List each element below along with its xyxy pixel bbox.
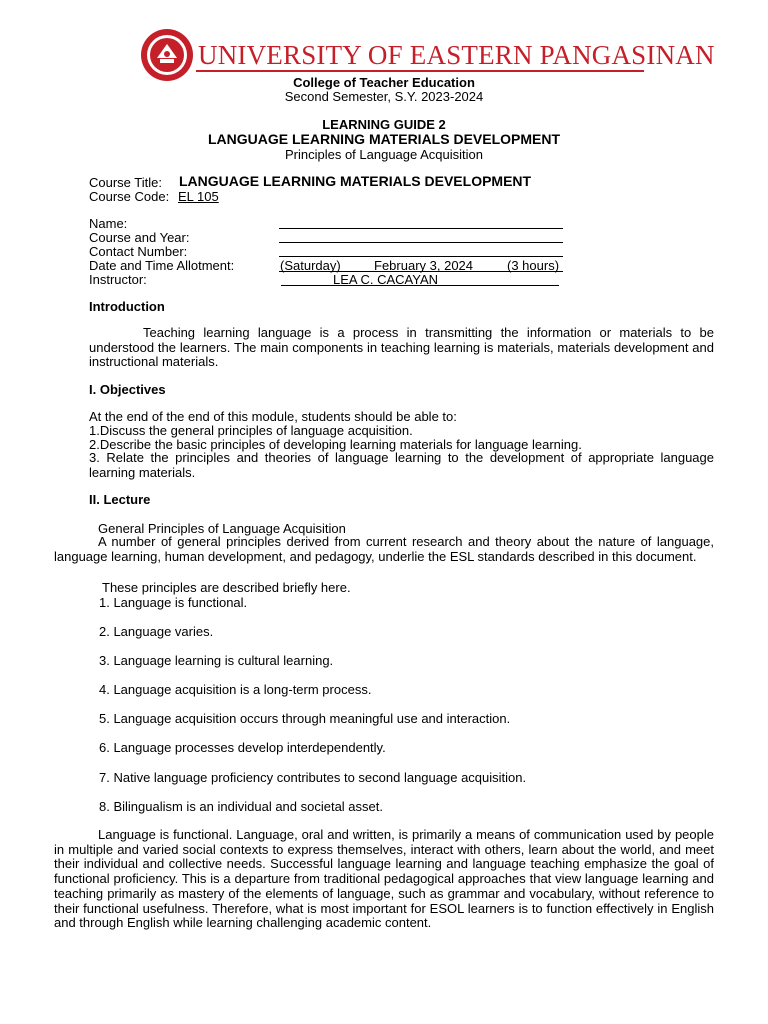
university-logo (140, 28, 194, 82)
subject-title: LANGUAGE LEARNING MATERIALS DEVELOPMENT (207, 131, 561, 147)
instructor-label: Instructor: (89, 272, 147, 287)
university-name: UNIVERSITY OF EASTERN PANGASINAN (198, 40, 715, 70)
lecture-paragraph: These principles are described briefly here. (102, 580, 351, 595)
datetime-date: February 3, 2024 (374, 258, 474, 273)
objective-item: 1.Discuss the general principles of language acquisition. (89, 423, 413, 438)
guide-title: LEARNING GUIDE 2 (322, 117, 446, 132)
datetime-day: (Saturday) (280, 258, 341, 273)
name-label: Name: (89, 216, 128, 231)
header-rule (196, 70, 644, 72)
contact-field[interactable] (279, 256, 563, 257)
lecture-subheading: General Principles of Language Acquisition (98, 521, 346, 536)
instructor-field[interactable] (281, 285, 559, 286)
datetime-hours: (3 hours) (507, 258, 560, 273)
principle-item: 8. Bilingualism is an individual and societal asset. (99, 799, 383, 814)
contact-label: Contact Number: (89, 244, 188, 259)
principle-item: 4. Language acquisition is a long-term process. (99, 682, 372, 697)
principle-item: 1. Language is functional. (99, 595, 248, 610)
principle-item: 5. Language acquisition occurs through meaningful use and interaction. (99, 711, 511, 726)
objective-item: 3. Relate the principles and theories of language learning to the development of appropriate language learning materials. (89, 450, 714, 480)
course-year-field[interactable] (279, 242, 563, 243)
course-year-label: Course and Year: (89, 230, 190, 245)
course-title-value: LANGUAGE LEARNING MATERIALS DEVELOPMENT (179, 173, 532, 189)
topic-title: Principles of Language Acquisition (284, 147, 484, 162)
introduction-heading: Introduction (89, 299, 165, 314)
course-title-label: Course Title: (89, 175, 162, 190)
lecture-paragraph: A number of general principles derived from current research and theory about the nature of language, language learning, human development, and pedagogy, underlie the ESL standards described in this document. (54, 534, 714, 564)
lecture-paragraph: Language is functional. Language, oral and written, is primarily a means of communication used by people in multiple and varied social contexts to express themselves, interact with others, learn about the world, and meet their individual and collective needs. Successful language learning and language teaching emphasize the goal of functional proficiency. This is a departure from traditional pedagogical approaches that view language learning and teaching primarily as mastery of the elements of language, such as grammar and vocabulary, without reference to their functional usefulness. Therefore, what is most important for ESOL learners is to function effectively in English and through English while learning challenging academic content. (54, 827, 714, 931)
course-code-label: Course Code: (89, 189, 170, 204)
principle-item: 3. Language learning is cultural learning. (99, 653, 334, 668)
college-name: College of Teacher Education (293, 75, 475, 90)
objectives-heading: I. Objectives (89, 382, 166, 397)
name-field[interactable] (279, 228, 563, 229)
datetime-label: Date and Time Allotment: (89, 258, 235, 273)
objective-item: 2.Describe the basic principles of developing learning materials for language learning. (89, 437, 582, 452)
semester: Second Semester, S.Y. 2023-2024 (284, 89, 484, 104)
principle-item: 7. Native language proficiency contributes to second language acquisition. (99, 770, 527, 785)
instructor-value: LEA C. CACAYAN (333, 272, 438, 287)
introduction-body: Teaching learning language is a process in transmitting the information or materials to be understood the learners. The main components in teaching learning is materials, materials development and instructional materials. (89, 325, 714, 370)
course-code-value: EL 105 (178, 189, 219, 204)
lecture-heading: II. Lecture (89, 492, 151, 507)
objectives-lead: At the end of the end of this module, students should be able to: (89, 409, 457, 424)
principle-item: 6. Language processes develop interdependently. (99, 740, 386, 755)
principle-item: 2. Language varies. (99, 624, 214, 639)
university-seal-icon (140, 28, 194, 82)
